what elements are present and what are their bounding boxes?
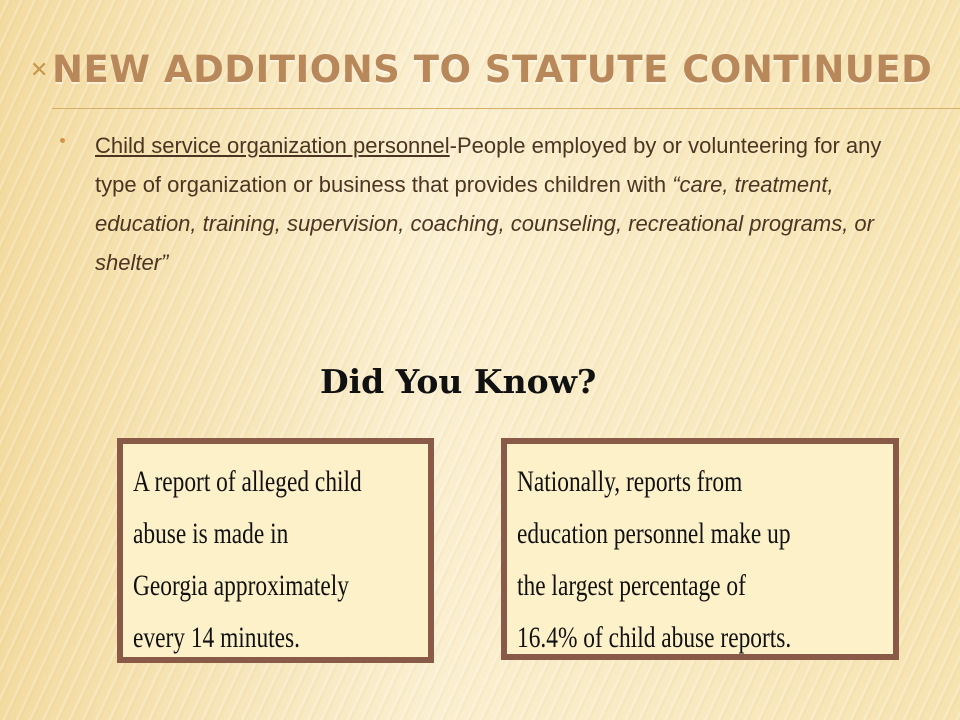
fact-line: abuse is made in xyxy=(133,517,289,550)
slide-title: NEW ADDITIONS TO STATUTE CONTINUED xyxy=(52,48,933,91)
fact-line: 16.4% of child abuse reports. xyxy=(517,621,792,654)
bullet-quote: “care, treatment, education, training, supervision, coaching, counseling, recreational programs, or shelter” xyxy=(95,172,874,275)
fact-box-right xyxy=(501,438,899,660)
fact-line: the largest percentage of xyxy=(517,569,746,602)
bullet-definition: -People employed by or volunteering for any type of organization or business that provides children with xyxy=(95,133,882,197)
bullet-dot-icon xyxy=(60,138,65,143)
did-you-know-heading: Did You Know? xyxy=(320,362,597,401)
fact-line: Georgia approximately xyxy=(133,569,349,602)
fact-line: every 14 minutes. xyxy=(133,621,301,654)
bullet-text xyxy=(95,126,900,282)
fact-line: education personnel make up xyxy=(517,517,791,550)
fact-box-left xyxy=(117,438,434,663)
bullet-item xyxy=(60,126,900,282)
title-divider xyxy=(52,108,960,109)
star-icon: ✕ xyxy=(30,58,49,83)
fact-line: A report of alleged child xyxy=(133,465,362,498)
fact-line: Nationally, reports from xyxy=(517,465,743,498)
bullet-term: Child service organization personnel xyxy=(95,133,450,158)
